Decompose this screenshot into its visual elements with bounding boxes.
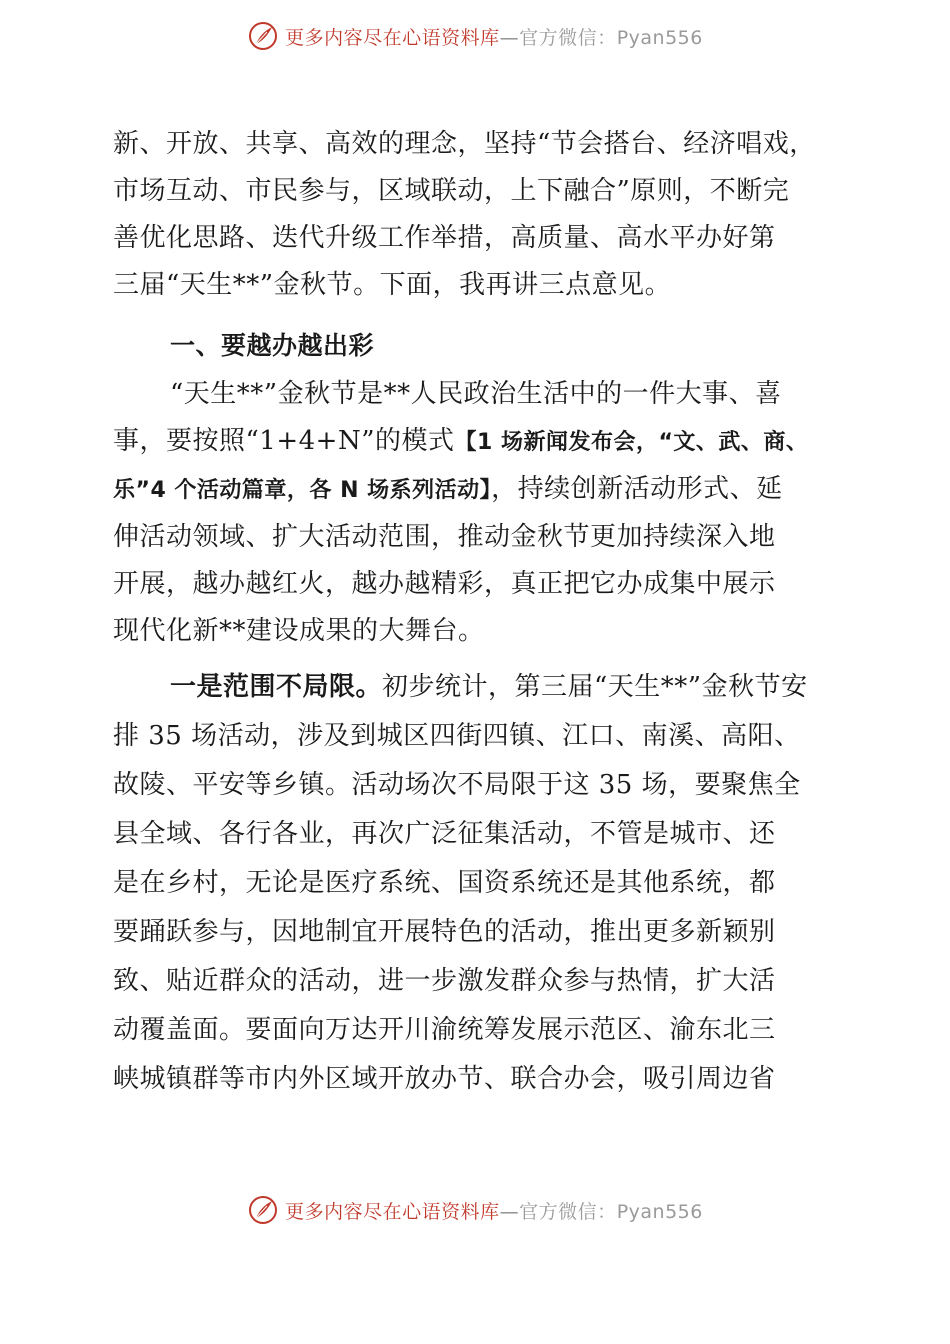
header-watermark: [0, 16, 950, 56]
text-line: 新、开放、共享、高效的理念，坚持“节会搭台、经济唱戏，: [113, 129, 816, 159]
watermark-separator: —: [499, 1200, 520, 1223]
watermark-separator: —: [499, 26, 520, 49]
feather-pen-logo-icon: [247, 20, 279, 52]
watermark-brand: 更多内容尽在心语资料库: [285, 26, 500, 49]
text-segment: ，持续创新活动形式、延: [491, 474, 783, 504]
watermark-official: 官方微信：: [519, 1200, 617, 1223]
text-line: “天生**”金秋节是**人民政治生活中的一件大事、喜: [170, 379, 782, 409]
text-line: 现代化新**建设成果的大舞台。: [113, 616, 485, 646]
watermark-text: [285, 1197, 703, 1224]
text-line: 三届“天生**”金秋节。下面，我再讲三点意见。: [113, 270, 672, 300]
text-line: 是在乡村，无论是医疗系统、国资系统还是其他系统，都: [113, 868, 776, 898]
text-line: 市场互动、市民参与，区域联动，上下融合”原则，不断完: [113, 176, 790, 206]
text-segment: 事，要按照“1+4+N”的模式: [113, 426, 455, 456]
text-line: [113, 466, 853, 514]
watermark-official: 官方微信：: [519, 26, 617, 49]
paragraph-section-one: [113, 371, 853, 655]
watermark-brand: 更多内容尽在心语资料库: [285, 1200, 500, 1223]
text-line: 要踊跃参与，因地制宜开展特色的活动，推出更多新颖别: [113, 917, 776, 947]
text-segment: 初步统计，第三届“天生**”金秋节安: [382, 672, 808, 702]
text-line: 峡城镇群等市内外区域开放办节、联合办会，吸引周边省: [113, 1064, 776, 1094]
text-line: [113, 663, 853, 712]
text-line: 故陵、平安等乡镇。活动场次不局限于这 35 场，要聚焦全: [113, 770, 801, 800]
watermark-wechat-id: Pyan556: [616, 1200, 703, 1223]
text-line: 致、贴近群众的活动，进一步激发群众参与热情，扩大活: [113, 966, 776, 996]
bold-text-segment: 【1 场新闻发布会，“文、武、商、: [454, 430, 809, 455]
bold-text-segment: 乐”4 个活动篇章，各 N 场系列活动】: [113, 478, 492, 503]
footer-watermark: [0, 1190, 950, 1230]
text-line: 县全域、各行各业，再次广泛征集活动，不管是城市、还: [113, 819, 776, 849]
text-line: 排 35 场活动，涉及到城区四街四镇、江口、南溪、高阳、: [113, 721, 801, 751]
paragraph-scope: [113, 663, 853, 1104]
text-line: [113, 418, 853, 466]
text-line: 开展，越办越红火，越办越精彩，真正把它办成集中展示: [113, 569, 776, 599]
text-line: 伸活动领域、扩大活动范围，推动金秋节更加持续深入地: [113, 522, 776, 552]
document-body: [113, 121, 853, 1104]
section-heading: 一、要越办越出彩: [170, 331, 375, 360]
paragraph-intro: [113, 121, 853, 309]
feather-pen-logo-icon: [247, 1194, 279, 1226]
lead-phrase: 一是范围不局限。: [170, 672, 383, 702]
text-line: 善优化思路、迭代升级工作举措，高质量、高水平办好第: [113, 223, 776, 253]
text-line: 动覆盖面。要面向万达开川渝统筹发展示范区、渝东北三: [113, 1015, 776, 1045]
watermark-wechat-id: Pyan556: [616, 26, 703, 49]
watermark-text: [285, 23, 703, 50]
